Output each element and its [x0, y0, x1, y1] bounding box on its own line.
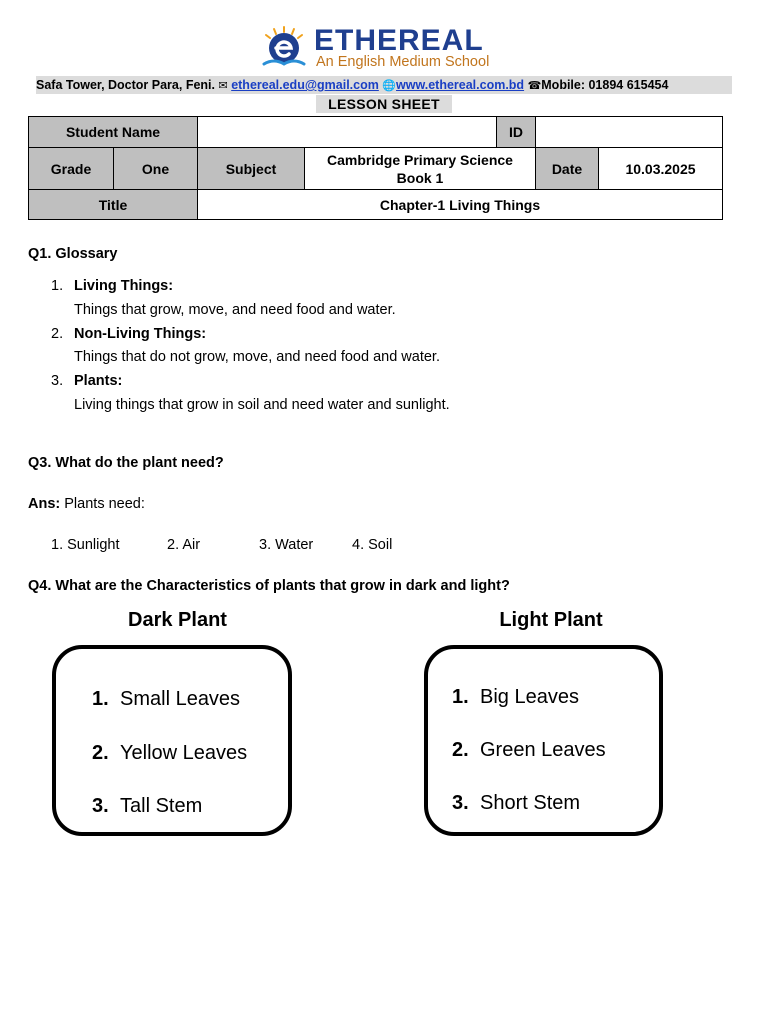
id-label: ID: [496, 116, 536, 148]
student-name-value[interactable]: [197, 116, 497, 148]
email-link[interactable]: ethereal.edu@gmail.com: [231, 78, 379, 92]
light-plant-item: 2. Green Leaves: [452, 739, 606, 761]
glossary-number: 1.: [51, 278, 64, 294]
website-link[interactable]: www.ethereal.com.bd: [396, 78, 525, 92]
mobile-text: Mobile: 01894 615454: [541, 78, 669, 92]
brand-tagline: An English Medium School: [316, 54, 490, 70]
q3-heading: Q3. What do the plant need?: [28, 455, 224, 471]
glossary-definition: Things that do not grow, move, and need food and water.: [74, 349, 440, 365]
school-logo: [258, 24, 508, 72]
need-item: 1. Sunlight: [51, 537, 120, 553]
light-plant-title: Light Plant: [499, 609, 603, 631]
sheet-title: LESSON SHEET: [316, 95, 452, 113]
glossary-term: Plants:: [74, 373, 123, 389]
date-value: 10.03.2025: [598, 147, 723, 190]
glossary-definition: Living things that grow in soil and need water and sunlight.: [74, 397, 450, 413]
phone-icon: ☎: [527, 79, 542, 92]
dark-plant-box: [52, 645, 292, 836]
dark-plant-item: 3. Tall Stem: [92, 795, 203, 817]
glossary-number: 3.: [51, 373, 64, 389]
need-item: 2. Air: [167, 537, 201, 553]
id-value[interactable]: [535, 116, 723, 148]
glossary-term: Living Things:: [74, 278, 174, 294]
light-plant-box: [424, 645, 663, 836]
q1-heading: Q1. Glossary: [28, 246, 118, 262]
need-item: 4. Soil: [352, 537, 393, 553]
globe-icon: 🌐: [382, 79, 397, 92]
glossary-definition: Things that grow, move, and need food and water.: [74, 302, 396, 318]
q3-answer: [28, 495, 145, 513]
dark-plant-item: 2. Yellow Leaves: [92, 742, 248, 764]
dark-plant-title: Dark Plant: [128, 609, 227, 631]
info-table: [28, 116, 723, 220]
ethereal-logo-icon: [258, 24, 310, 70]
contact-line: [36, 76, 732, 94]
student-name-label: Student Name: [28, 116, 198, 148]
subject-value: Cambridge Primary Science Book 1: [304, 147, 536, 190]
glossary-number: 2.: [51, 326, 64, 342]
dark-plant-item: 1. Small Leaves: [92, 688, 241, 710]
glossary-term: Non-Living Things:: [74, 326, 207, 342]
address-text: Safa Tower, Doctor Para, Feni.: [36, 78, 215, 92]
date-label: Date: [535, 147, 599, 190]
answer-label: Ans:: [28, 496, 61, 512]
title-label: Title: [28, 189, 198, 220]
title-value: Chapter-1 Living Things: [197, 189, 723, 220]
subject-label: Subject: [197, 147, 305, 190]
brand-name: ETHEREAL: [314, 24, 484, 57]
grade-value: One: [113, 147, 198, 190]
need-item: 3. Water: [259, 537, 314, 553]
light-plant-item: 1. Big Leaves: [452, 686, 579, 708]
answer-text: Plants need:: [64, 496, 145, 512]
light-plant-item: 3. Short Stem: [452, 792, 581, 814]
envelope-icon: ✉: [218, 79, 228, 92]
q4-heading: Q4. What are the Characteristics of plants that grow in dark and light?: [28, 578, 510, 594]
grade-label: Grade: [28, 147, 114, 190]
